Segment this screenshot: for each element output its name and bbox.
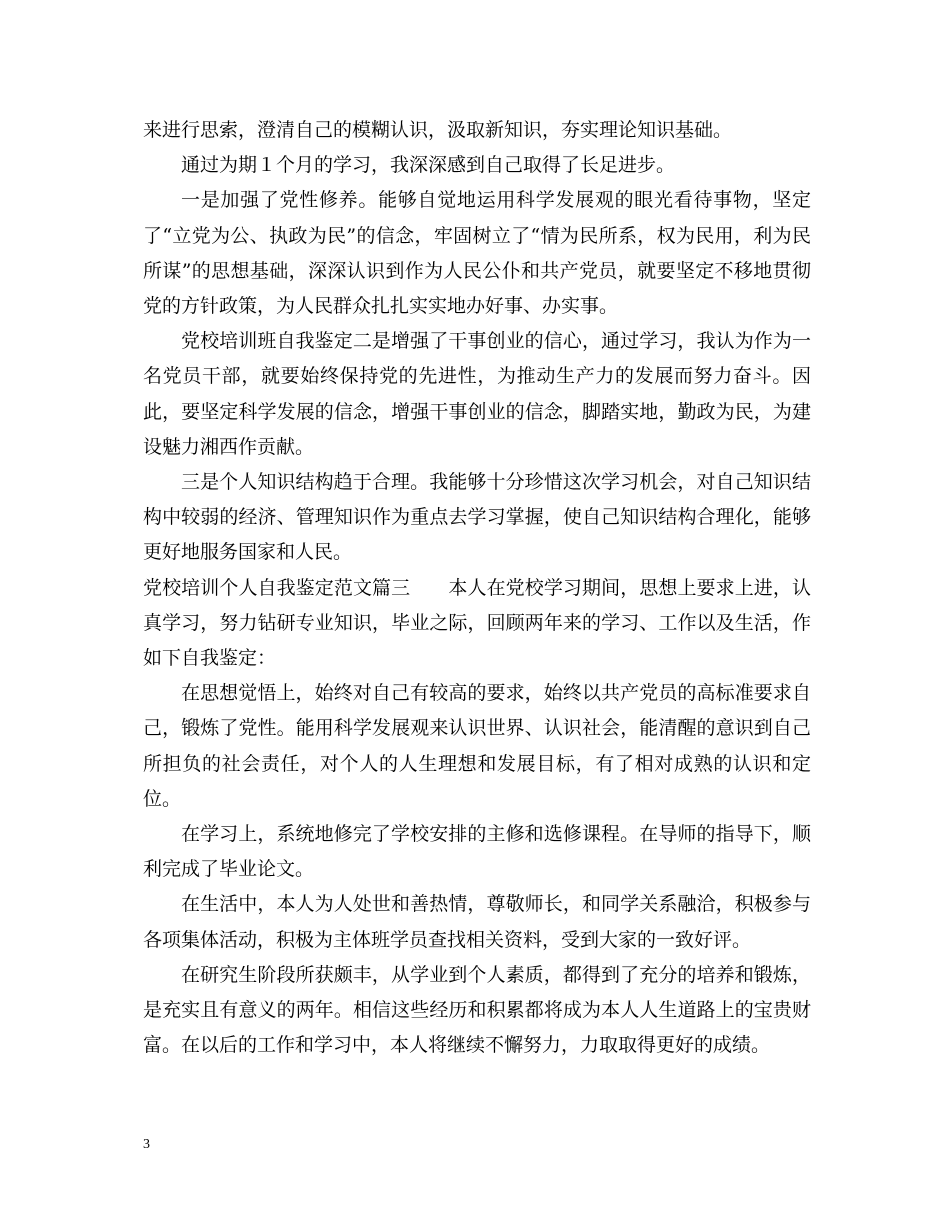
paragraph-2: 通过为期１个月的学习，我深深感到自己取得了长足进步。 — [181, 154, 676, 177]
paragraph-5: 三是个人知识结构趋于合理。我能够十分珍惜这次学习机会，对自己知识结构中较弱的经济、管理知识作为重点去学习掌握，使自己知识结构合理化，能够更好地服务国家和人民。 — [143, 471, 811, 564]
paragraph-3: 一是加强了党性修养。能够自觉地运用科学发展观的眼光看待事物，坚定了“立党为公、执政为民”的信念，牢固树立了“情为民所系，权为民用，利为民所谋”的思想基础，深深认识到作为人民公仆和共产党员，就要坚定不移地贯彻党的方针政策，为人民群众扎扎实实地办好事、办实事。 — [143, 189, 811, 318]
paragraph-6-section-heading: 党校培训个人自我鉴定范文篇三 本人在党校学习期间，思想上要求上进，认真学习，努力钻研专业知识，毕业之际，回顾两年来的学习、工作以及生活，作如下自我鉴定： — [143, 576, 811, 670]
page-number: 3 — [143, 1137, 150, 1152]
paragraph-1: 来进行思索，澄清自己的模糊认识，汲取新知识，夯实理论知识基础。 — [143, 119, 733, 141]
paragraph-10: 在研究生阶段所获颇丰，从学业到个人素质，都得到了充分的培养和锻炼，是充实且有意义的两年。相信这些经历和积累都将成为本人人生道路上的宝贵财富。在以后的工作和学习中，本人将继续不懈努力，力取取得更好的成绩。 — [143, 963, 811, 1057]
document-body — [143, 113, 811, 1063]
paragraph-7: 在思想觉悟上，始终对自己有较高的要求，始终以共产党员的高标准要求自己，锻炼了党性。能用科学发展观来认识世界、认识社会，能清醒的意识到自己所担负的社会责任，对个人的人生理想和发展目标，有了相对成熟的认识和定位。 — [143, 682, 811, 810]
paragraph-4: 党校培训班自我鉴定二是增强了干事创业的信心，通过学习，我认为作为一名党员干部，就要始终保持党的先进性，为推动生产力的发展而努力奋斗。因此，要坚定科学发展的信念，增强干事创业的信念，脚踏实地，勤政为民，为建设魅力湘西作贡献。 — [143, 330, 811, 458]
paragraph-8: 在学习上，系统地修完了学校安排的主修和选修课程。在导师的指导下，顺利完成了毕业论文。 — [143, 823, 811, 881]
paragraph-9: 在生活中，本人为人处世和善热情，尊敬师长，和同学关系融洽，积极参与各项集体活动，积极为主体班学员查找相关资料，受到大家的一致好评。 — [143, 893, 811, 951]
